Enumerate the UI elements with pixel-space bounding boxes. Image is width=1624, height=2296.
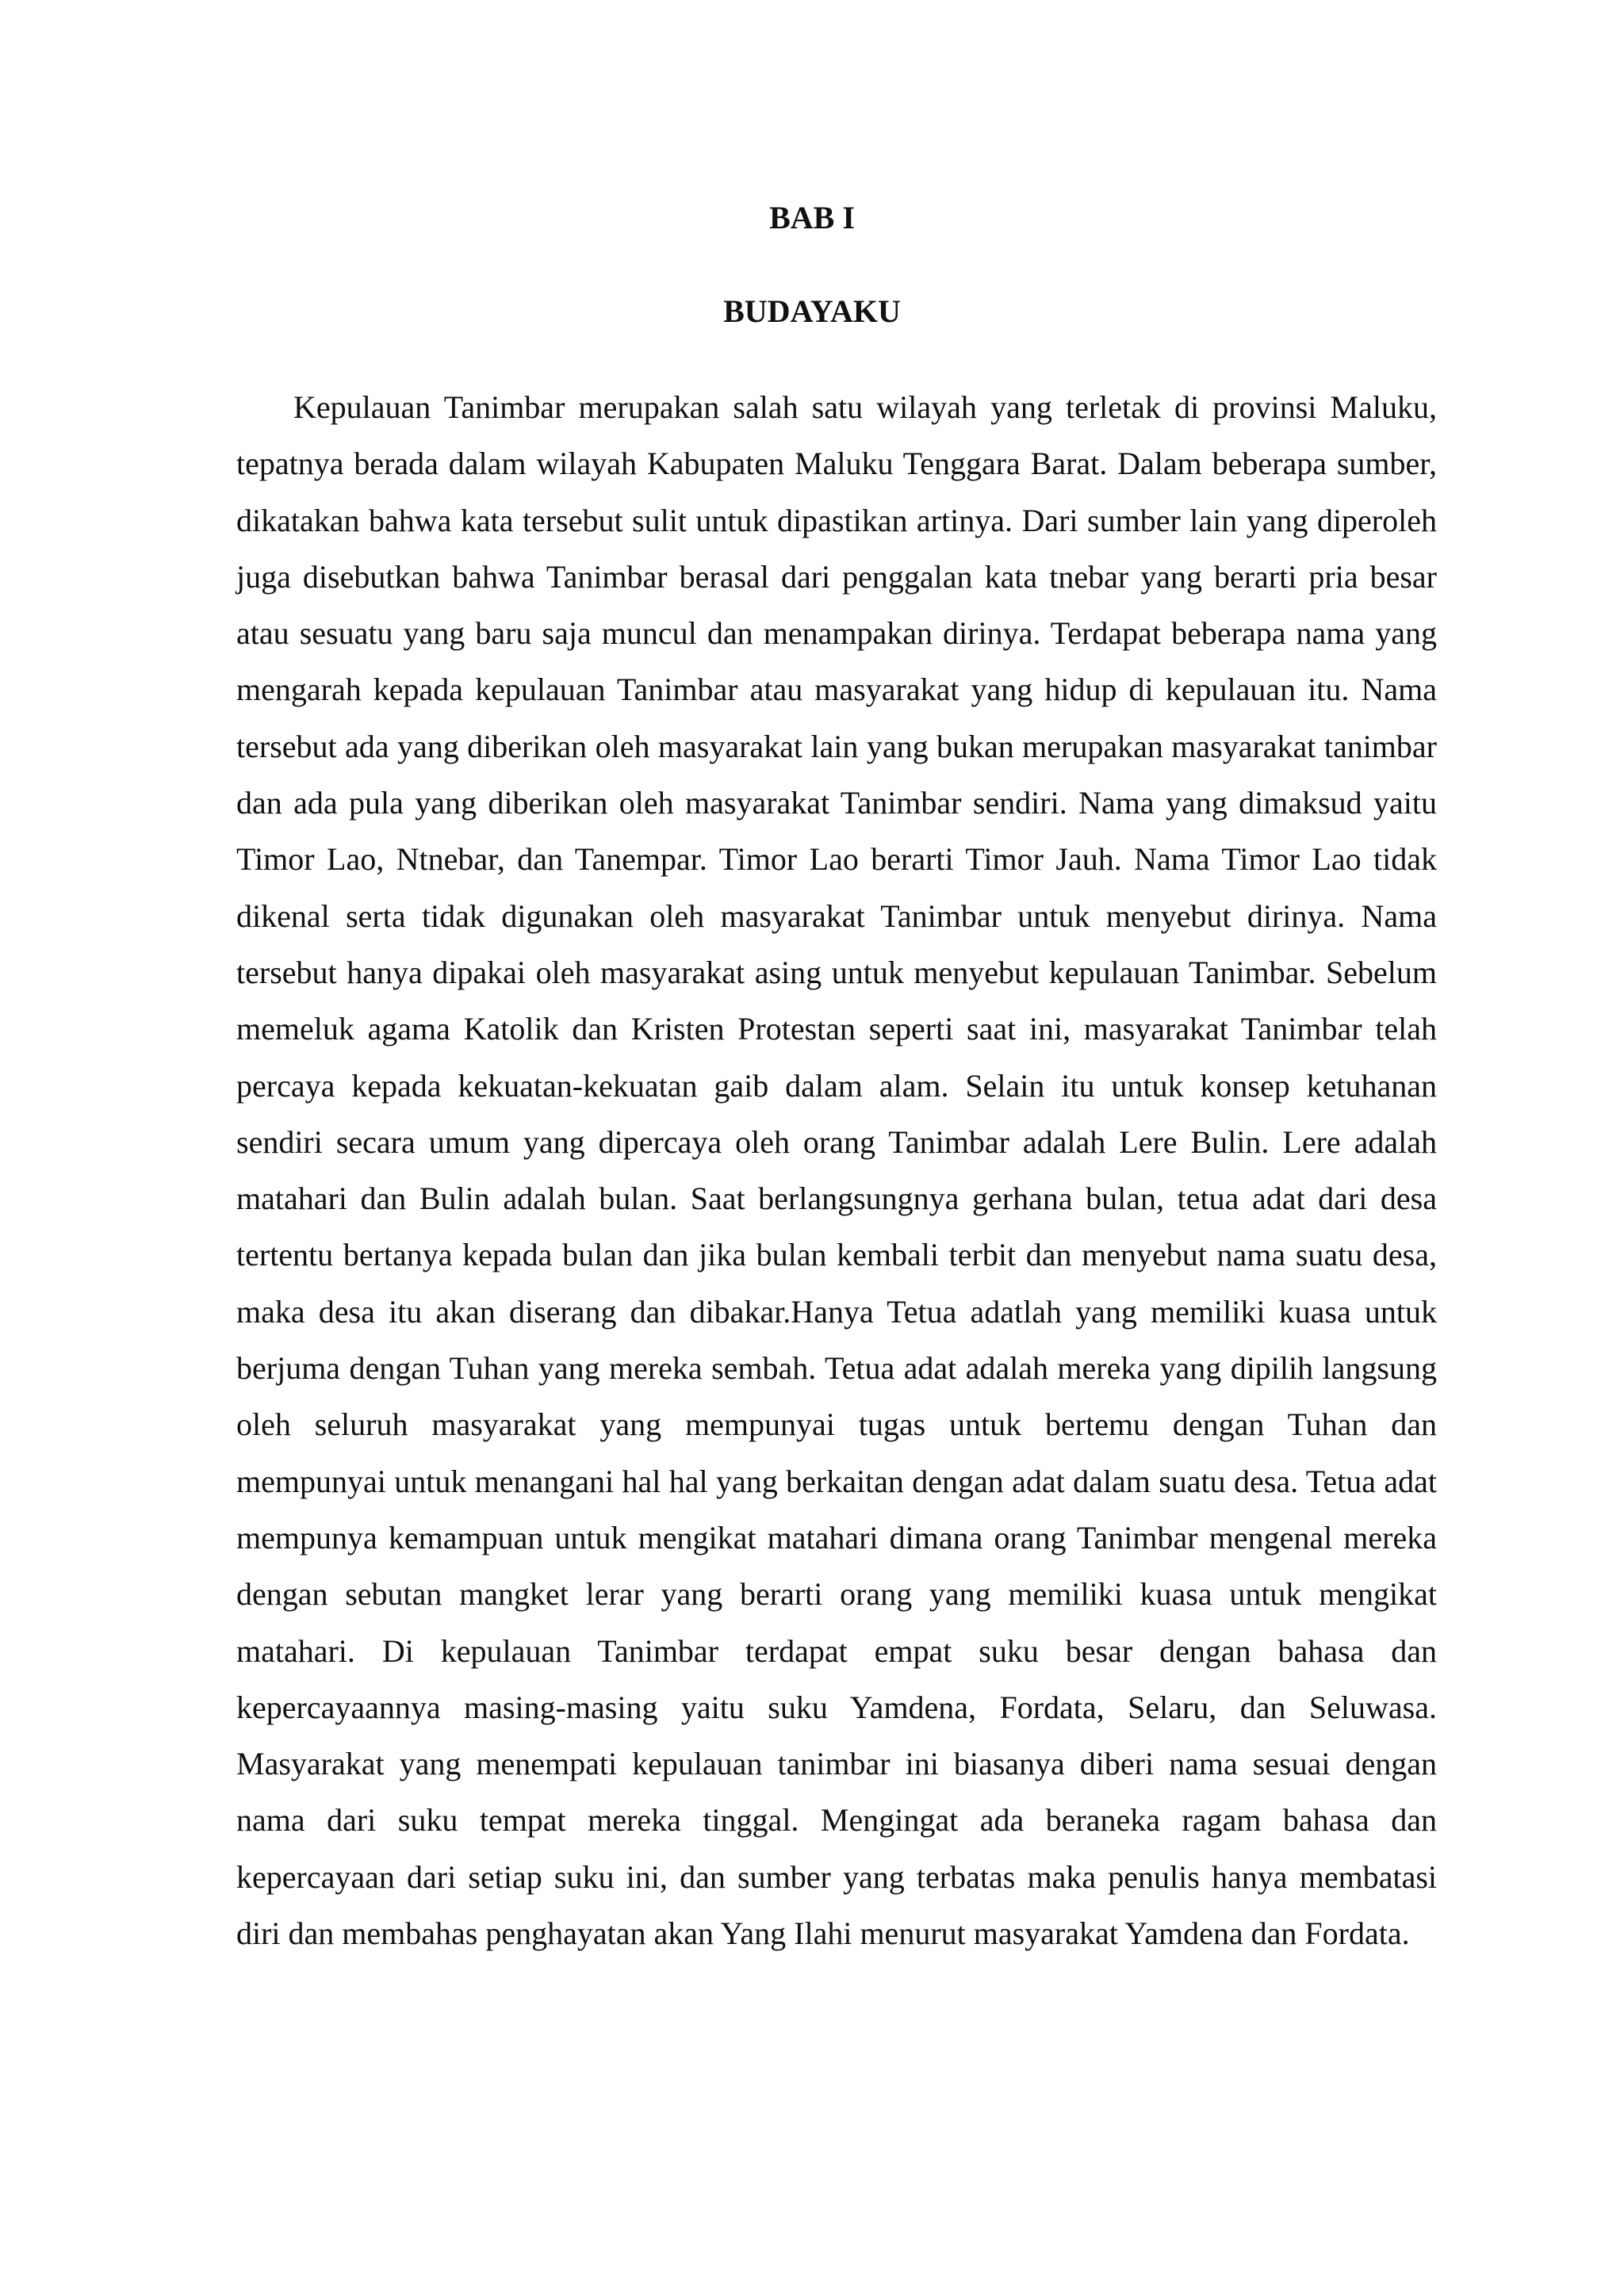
body-paragraph: Kepulauan Tanimbar merupakan salah satu wilayah yang terletak di provinsi Maluku, tepatnya berada dalam wilayah Kabupaten Maluku Tenggara Barat. Dalam beberapa sumber, dikatakan bahwa kata tersebut sulit untuk dipastikan artinya. Dari sumber lain yang diperoleh juga disebutkan bahwa Tanimbar berasal dari penggalan kata tnebar yang berarti pria besar atau sesuatu yang baru saja muncul dan menampakan dirinya. Terdapat beberapa nama yang mengarah kepada kepulauan Tanimbar atau masyarakat yang hidup di kepulauan itu. Nama tersebut ada yang diberikan oleh masyarakat lain yang bukan merupakan masyarakat tanimbar dan ada pula yang diberikan oleh masyarakat Tanimbar sendiri. Nama yang dimaksud yaitu Timor Lao, Ntnebar, dan Tanempar. Timor Lao berarti Timor Jauh. Nama Timor Lao tidak dikenal serta tidak digunakan oleh masyarakat Tanimbar untuk menyebut dirinya. Nama tersebut hanya dipakai oleh masyarakat asing untuk menyebut kepulauan Tanimbar. Sebelum memeluk agama Katolik dan Kristen Protestan seperti saat ini, masyarakat Tanimbar telah percaya kepada kekuatan-kekuatan gaib dalam alam. Selain itu untuk konsep ketuhanan sendiri secara umum yang dipercaya oleh orang Tanimbar adalah Lere Bulin. Lere adalah matahari dan Bulin adalah bulan. Saat berlangsungnya gerhana bulan, tetua adat dari desa tertentu bertanya kepada bulan dan jika bulan kembali terbit dan menyebut nama suatu desa, maka desa itu akan diserang dan dibakar.Hanya Tetua adatlah yang memiliki kuasa untuk berjuma dengan Tuhan yang mereka sembah. Tetua adat adalah mereka yang dipilih langsung oleh seluruh masyarakat yang mempunyai tugas untuk bertemu dengan Tuhan dan mempunyai untuk menangani hal hal yang berkaitan dengan adat dalam suatu desa. Tetua adat mempunya kemampuan untuk mengikat matahari dimana orang Tanimbar mengenal mereka dengan sebutan mangket lerar yang berarti orang yang memiliki kuasa untuk mengikat matahari. Di kepulauan Tanimbar terdapat empat suku besar dengan bahasa dan kepercayaannya masing-masing yaitu suku Yamdena, Fordata, Selaru, dan Seluwasa. Masyarakat yang menempati kepulauan tanimbar ini biasanya diberi nama sesuai dengan nama dari suku tempat mereka tinggal. Mengingat ada beraneka ragam bahasa dan kepercayaan dari setiap suku ini, dan sumber yang terbatas maka penulis hanya membatasi diri dan membahas penghayatan akan Yang Ilahi menurut masyarakat Yamdena dan Fordata.: [236, 389, 1437, 1952]
chapter-title-heading: BUDAYAKU: [723, 293, 901, 329]
chapter-number-heading: BAB I: [769, 200, 855, 235]
